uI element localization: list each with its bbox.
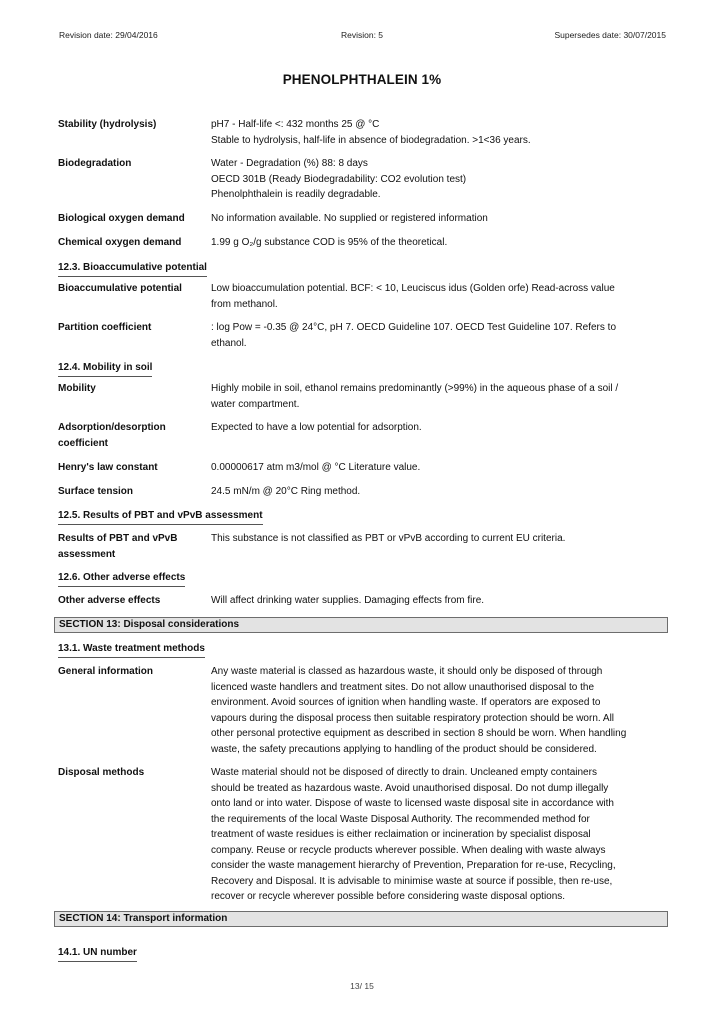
document-title: PHENOLPHTHALEIN 1% xyxy=(282,72,442,87)
subsection-12-3-heading: 12.3. Bioaccumulative potential xyxy=(58,261,207,277)
value-line: 0.00000617 atm m3/mol @ °C Literature value. xyxy=(211,462,421,473)
subsection-12-5-heading: 12.5. Results of PBT and vPvB assessment xyxy=(58,509,263,525)
value-line: Will affect drinking water supplies. Damaging effects from fire. xyxy=(211,595,485,606)
row-value xyxy=(211,235,666,251)
row-label: Disposal methods xyxy=(58,767,145,778)
row-label xyxy=(58,420,203,451)
row-value xyxy=(211,211,666,227)
row-label: Stability (hydrolysis) xyxy=(58,119,157,130)
row-label: Mobility xyxy=(58,383,96,394)
row-value xyxy=(211,156,666,203)
row-value xyxy=(211,460,666,476)
value-line: onto land or into water. Dispose of waste to licensed waste disposal site in accordance with xyxy=(211,798,614,809)
value-line: should be treated as hazardous waste. Avoid unauthorised disposal. Do not dump illegally xyxy=(211,782,609,794)
value-line: 1.99 g O₂/g substance COD is 95% of the theoretical. xyxy=(211,237,448,248)
value-line: consider the waste management hierarchy of Prevention, Preparation for re-use, Recycling, xyxy=(211,860,616,871)
value-line: OECD 301B (Ready Biodegradability: CO2 evolution test) xyxy=(211,173,467,185)
row-label: General information xyxy=(58,666,154,677)
row-label: Biological oxygen demand xyxy=(58,213,185,224)
value-line: : log Pow = -0.35 @ 24°C, pH 7. OECD Guideline 107. OECD Test Guideline 107. Refers to xyxy=(211,322,616,333)
value-line: Highly mobile in soil, ethanol remains predominantly (>99%) in the aqueous phase of a soil / xyxy=(211,383,619,394)
value-line: water compartment. xyxy=(211,398,300,410)
value-line: Waste material should not be disposed of directly to drain. Uncleaned empty containers xyxy=(211,767,597,778)
value-line: waste, the safety precautions applying to handling of the product should be considered. xyxy=(211,743,597,755)
row-value xyxy=(211,664,666,757)
value-line: ethanol. xyxy=(211,337,247,349)
row-value xyxy=(211,420,666,436)
value-line: environment. Avoid sources of ignition when handling waste. If operators are exposed to xyxy=(211,697,601,708)
value-line: recover or recycle wherever possible before considering waste disposal options. xyxy=(211,891,566,902)
row-value xyxy=(211,765,666,905)
section-14-header: SECTION 14: Transport information xyxy=(54,911,668,927)
page-number: 13/ 15 xyxy=(350,981,374,991)
subsection-12-4-heading: 12.4. Mobility in soil xyxy=(58,361,152,377)
row-value xyxy=(211,281,666,312)
value-line: licenced waste handlers and treatment sites. Do not allow unauthorised disposal to the xyxy=(211,681,595,693)
row-label: Biodegradation xyxy=(58,158,132,169)
row-label xyxy=(58,531,203,562)
value-line: Stable to hydrolysis, half-life in absence of biodegradation. >1<36 years. xyxy=(211,134,531,146)
row-value xyxy=(211,117,666,148)
row-label: Chemical oxygen demand xyxy=(58,237,182,248)
value-line: vapours during the disposal process then suitable respiratory protection should be worn. All xyxy=(211,712,615,724)
value-line: This substance is not classified as PBT or vPvB according to current EU criteria. xyxy=(211,533,566,544)
label-line: coefficient xyxy=(58,437,109,449)
value-line: pH7 - Half-life <: 432 months 25 @ °C xyxy=(211,119,380,130)
row-value xyxy=(211,320,666,351)
value-line: other personal protective equipment as described in section 8 should be worn. When handling xyxy=(211,728,627,739)
value-line: Water - Degradation (%) 88: 8 days xyxy=(211,158,368,169)
label-line: assessment xyxy=(58,548,116,560)
label-line: Results of PBT and vPvB xyxy=(58,533,178,544)
value-line: from methanol. xyxy=(211,298,278,310)
row-label: Henry's law constant xyxy=(58,462,158,473)
label-line: Adsorption/desorption xyxy=(58,422,166,433)
row-label: Partition coefficient xyxy=(58,322,152,333)
value-line: the requirements of the local Waste Disposal Authority. The recommended method for xyxy=(211,813,590,825)
section-13-header: SECTION 13: Disposal considerations xyxy=(54,617,668,633)
row-label: Surface tension xyxy=(58,486,134,497)
value-line: 24.5 mN/m @ 20°C Ring method. xyxy=(211,486,361,497)
value-line: Low bioaccumulation potential. BCF: < 10, Leuciscus idus (Golden orfe) Read-across value xyxy=(211,283,615,294)
subsection-12-6-heading: 12.6. Other adverse effects xyxy=(58,571,185,587)
row-value xyxy=(211,593,666,609)
value-line: No information available. No supplied or registered information xyxy=(211,213,488,224)
row-value xyxy=(211,531,666,547)
row-label: Other adverse effects xyxy=(58,595,161,606)
revision-date: Revision date: 29/04/2016 xyxy=(59,30,158,40)
value-line: company. Reuse or recycle products wherever possible. When dealing with waste always xyxy=(211,844,606,856)
row-label: Bioaccumulative potential xyxy=(58,283,182,294)
row-value xyxy=(211,381,666,412)
revision-number: Revision: 5 xyxy=(340,30,384,40)
value-line: Phenolphthalein is readily degradable. xyxy=(211,189,381,200)
value-line: Recovery and Disposal. It is advisable to minimise waste at source if possible, then re-use, xyxy=(211,875,613,887)
subsection-13-1-heading: 13.1. Waste treatment methods xyxy=(58,642,205,658)
row-value xyxy=(211,484,666,500)
supersedes-date: Supersedes date: 30/07/2015 xyxy=(554,30,666,40)
subsection-14-1-heading: 14.1. UN number xyxy=(58,946,137,962)
value-line: treatment of waste residues is either reclaimation or incineration by specialist disposal xyxy=(211,829,591,840)
value-line: Any waste material is classed as hazardous waste, it should only be disposed of through xyxy=(211,666,603,677)
value-line: Expected to have a low potential for adsorption. xyxy=(211,422,422,433)
